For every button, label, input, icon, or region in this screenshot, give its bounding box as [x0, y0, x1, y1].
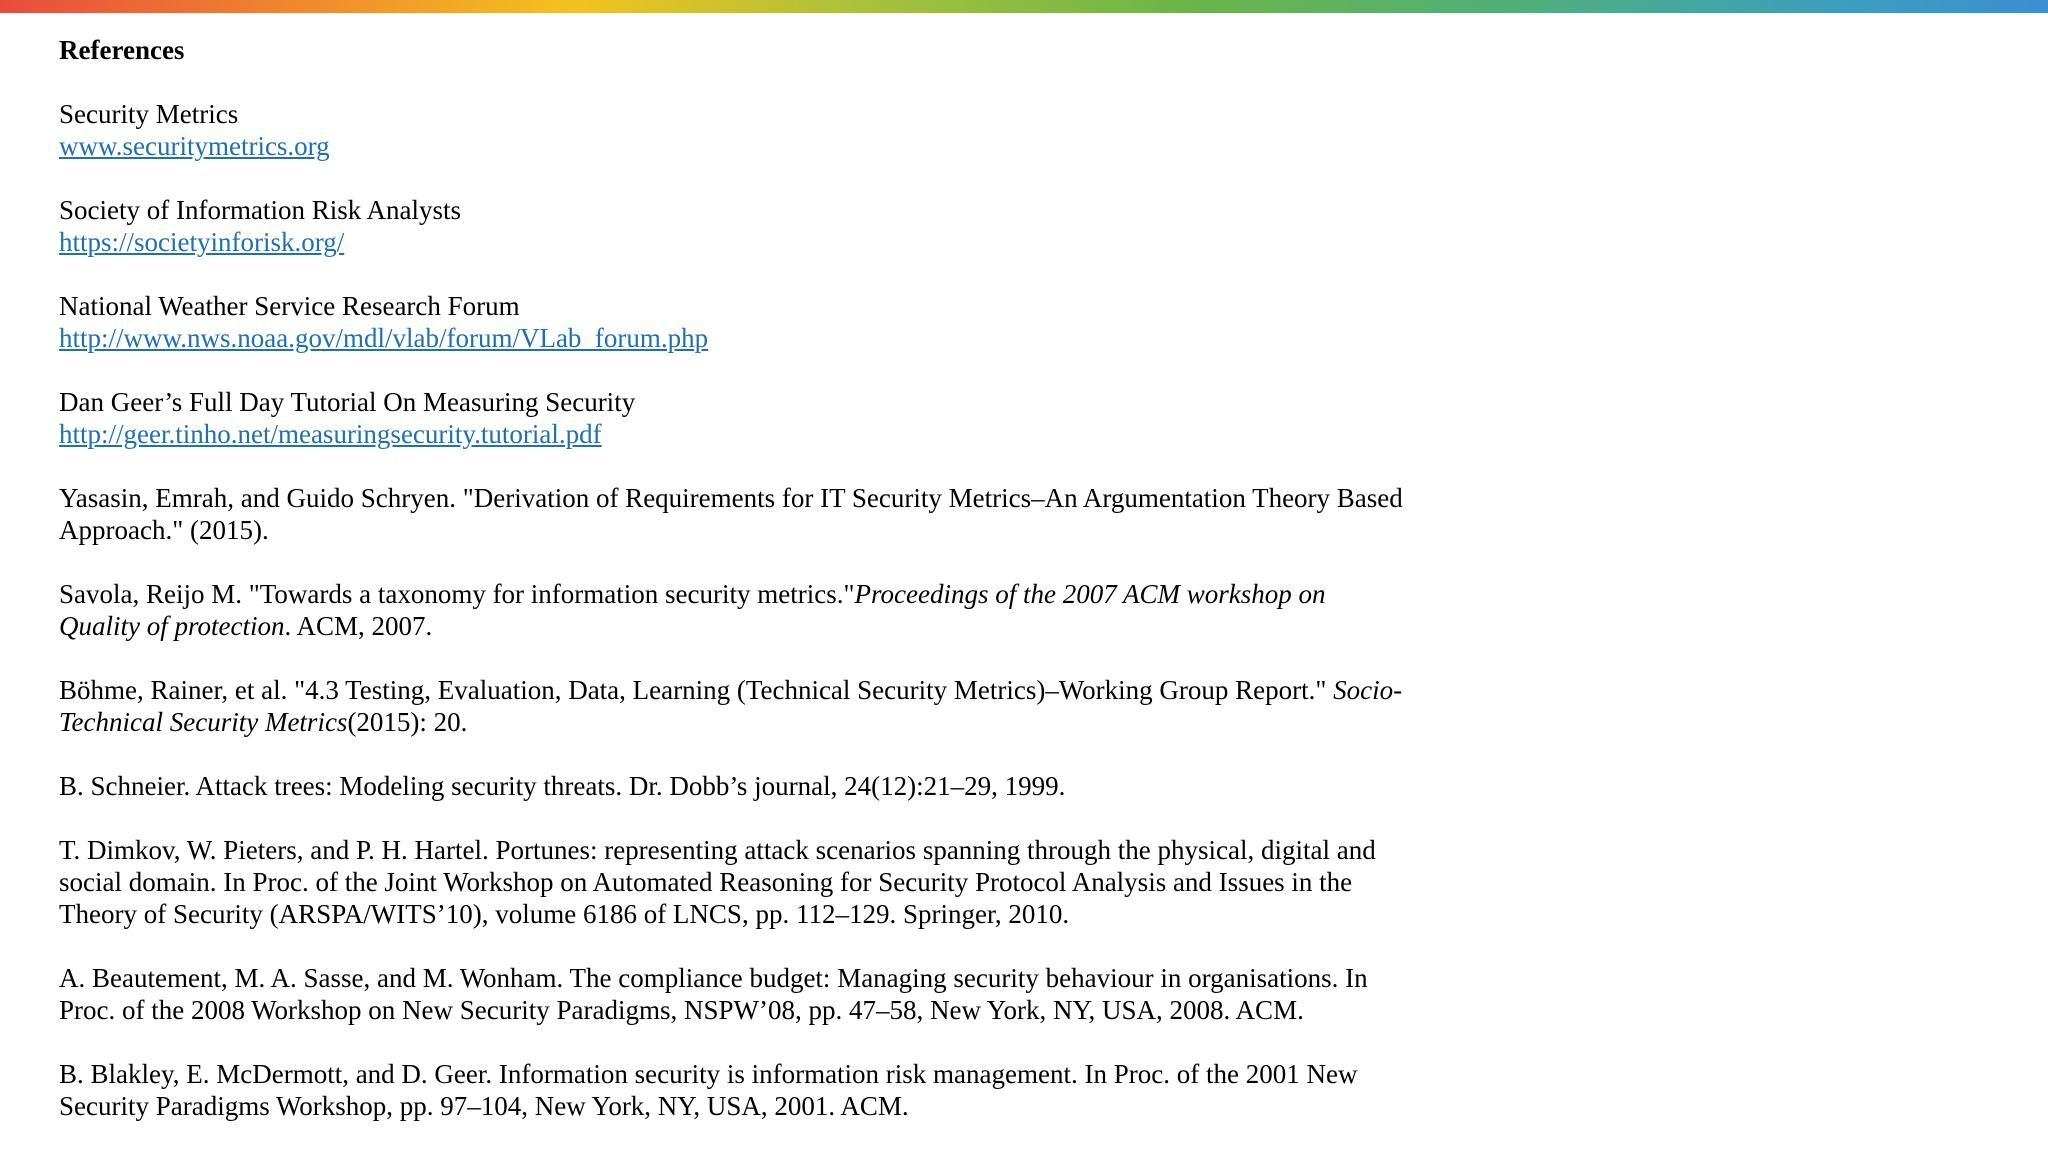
geer-tutorial-link[interactable]: http://geer.tinho.net/measuringsecurity.tutorial.pdf: [59, 419, 602, 449]
security-metrics-link[interactable]: www.securitymetrics.org: [59, 131, 330, 161]
references-document: [59, 34, 1459, 1122]
citation-bohme: [59, 674, 1459, 738]
citation-dimkov: [59, 834, 1459, 930]
citation-line: social domain. In Proc. of the Joint Workshop on Automated Reasoning for Security Protocol Analysis and Issues in the: [59, 867, 1353, 897]
citation-line: [59, 578, 1459, 610]
citation-line: B. Schneier. Attack trees: Modeling security threats. Dr. Dobb’s journal, 24(12):21–29, 1999.: [59, 771, 1066, 801]
citation-line: [59, 610, 1459, 642]
citation-line: [59, 706, 1459, 738]
citation-line: Theory of Security (ARSPA/WITS’10), volume 6186 of LNCS, pp. 112–129. Springer, 2010.: [59, 899, 1070, 929]
citation-yasasin: [59, 482, 1459, 546]
citation-italic: Socio-: [1333, 675, 1403, 705]
sira-link[interactable]: https://societyinforisk.org/: [59, 227, 345, 257]
link-reference-title: Society of Information Risk Analysts: [59, 195, 461, 225]
citation-line: [59, 674, 1459, 706]
citation-beautement: [59, 962, 1459, 1026]
link-reference-sira: [59, 194, 1459, 258]
link-reference-nws-forum: [59, 290, 1459, 354]
citation-line: T. Dimkov, W. Pieters, and P. H. Hartel. Portunes: representing attack scenarios spanning through the physical, digital and: [59, 835, 1376, 865]
citation-text: (2015): 20.: [347, 707, 468, 737]
top-gradient-bar: [0, 0, 2048, 13]
link-reference-security-metrics: [59, 98, 1459, 162]
citation-text: . ACM, 2007.: [284, 611, 433, 641]
link-reference-title: Dan Geer’s Full Day Tutorial On Measuring Security: [59, 387, 636, 417]
citation-line: Yasasin, Emrah, and Guido Schryen. "Derivation of Requirements for IT Security Metrics–An Argumentation Theory Based: [59, 483, 1403, 513]
link-reference-title: Security Metrics: [59, 99, 239, 129]
citation-italic: Technical Security Metrics: [59, 707, 348, 737]
citation-blakley: [59, 1058, 1459, 1122]
citation-line: Proc. of the 2008 Workshop on New Security Paradigms, NSPW’08, pp. 47–58, New York, NY, USA, 2008. ACM.: [59, 995, 1304, 1025]
citation-italic: Quality of protection: [59, 611, 285, 641]
citation-schneier: [59, 770, 1459, 802]
citation-line: B. Blakley, E. McDermott, and D. Geer. Information security is information risk management. In Proc. of the 2001 New: [59, 1059, 1358, 1089]
citation-savola: [59, 578, 1459, 642]
citation-line: A. Beautement, M. A. Sasse, and M. Wonham. The compliance budget: Managing security behaviour in organisations. In: [59, 963, 1368, 993]
citation-line: Security Paradigms Workshop, pp. 97–104, New York, NY, USA, 2001. ACM.: [59, 1091, 909, 1121]
link-reference-title: National Weather Service Research Forum: [59, 291, 520, 321]
page-title: References: [59, 35, 185, 65]
link-reference-geer-tutorial: [59, 386, 1459, 450]
citation-text: Böhme, Rainer, et al. "4.3 Testing, Evaluation, Data, Learning (Technical Security Metrics)–Working Group Report.": [59, 675, 1334, 705]
nws-forum-link[interactable]: http://www.nws.noaa.gov/mdl/vlab/forum/VLab_forum.php: [59, 323, 709, 353]
citation-text: Savola, Reijo M. "Towards a taxonomy for information security metrics.": [59, 579, 855, 609]
citation-italic: Proceedings of the 2007 ACM workshop on: [854, 579, 1326, 609]
citation-line: Approach." (2015).: [59, 515, 269, 545]
